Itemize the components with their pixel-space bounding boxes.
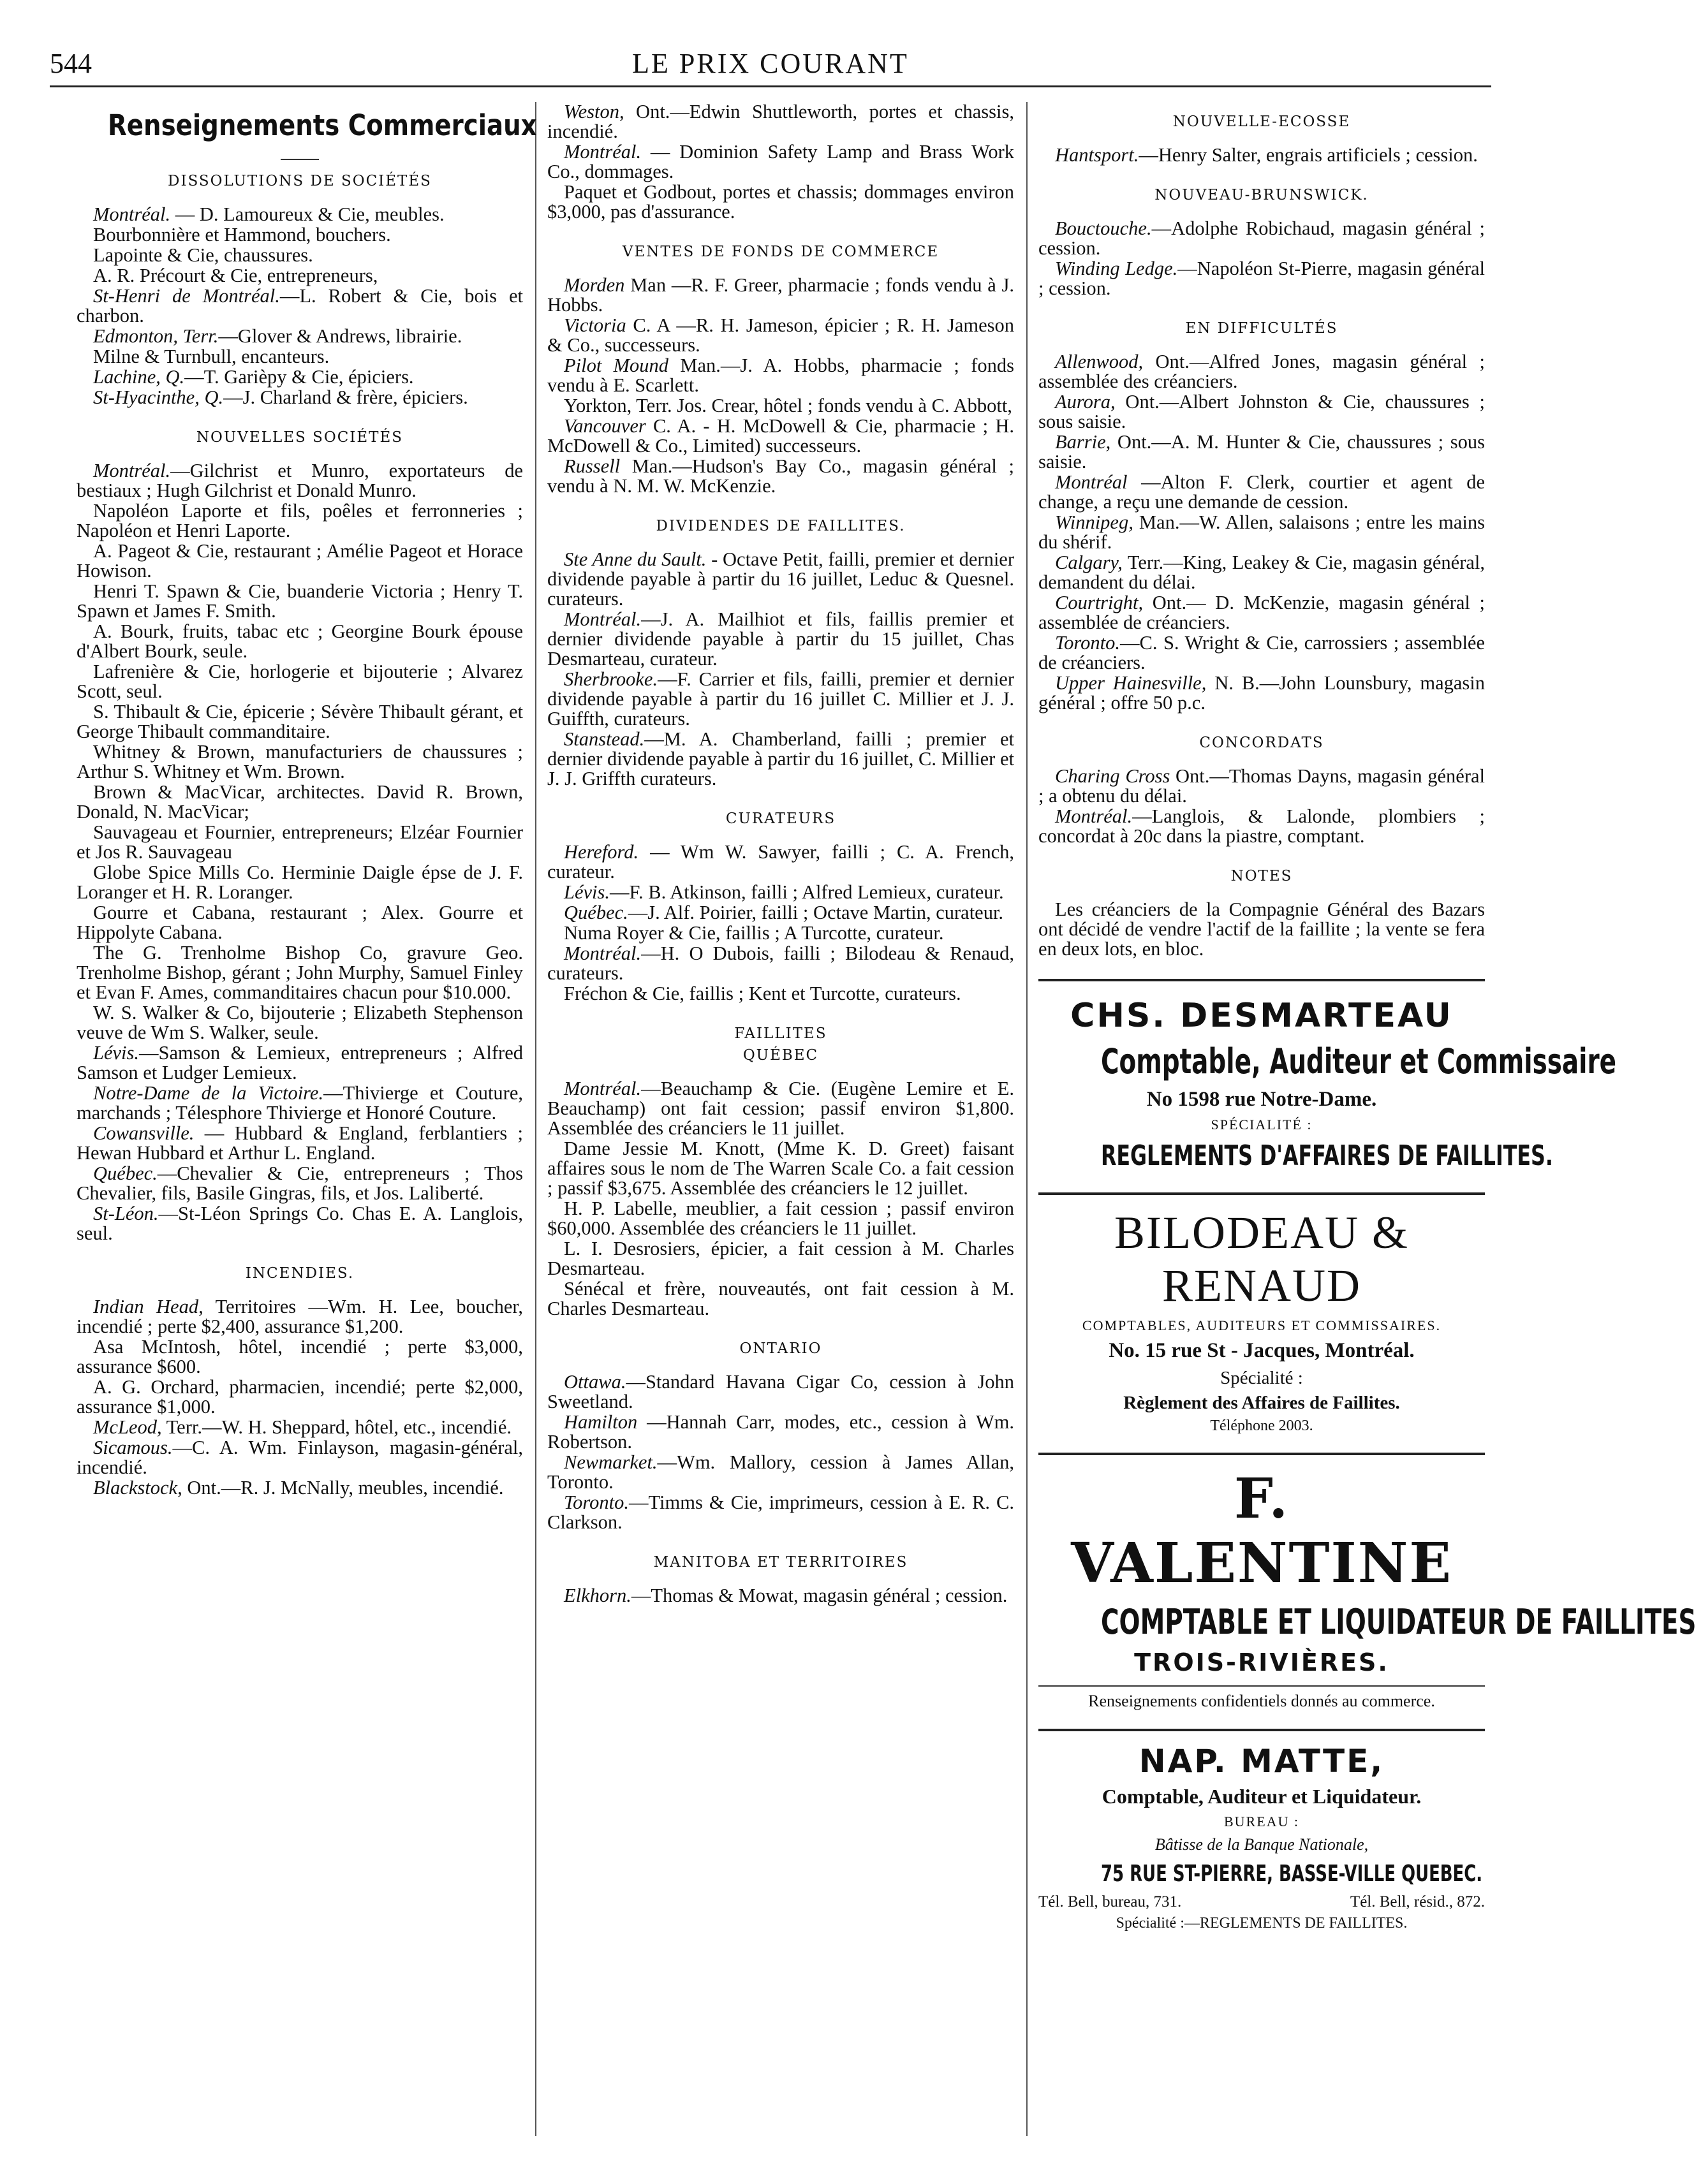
entry	[77, 326, 523, 346]
entry-text: Bourbonnière et Hammond, bouchers.	[93, 224, 391, 246]
entry	[1038, 766, 1485, 806]
entry	[547, 416, 1014, 456]
section-ontario	[547, 1372, 1014, 1532]
entry	[1038, 807, 1485, 846]
entry-place: Edmonton, Terr.	[93, 325, 219, 347]
entry-text: Lapointe & Cie, chaussures.	[93, 244, 313, 266]
entry	[547, 883, 1014, 902]
section-dividendes	[547, 550, 1014, 789]
entry-text: —L. Robert & Cie, bois et charbon.	[77, 285, 524, 326]
entry	[547, 610, 1014, 669]
entry-text: Dame Jessie M. Knott, (Mme K. D. Greet) faisant affaires sous le nom de The Warren Scale Co. a fait cession ; passif $3,675. Assemblée des créanciers le 12 juillet.	[547, 1138, 1014, 1199]
entry	[547, 670, 1014, 729]
entry-text: Lafrenière & Cie, horlogerie et bijouterie ; Alvarez Scott, seul.	[77, 661, 523, 702]
page-header	[50, 41, 1491, 87]
entry-text: Brown & MacVicar, architectes. David R. Brown, Donald, N. MacVicar;	[77, 781, 523, 823]
section-heading: DIVIDENDES DE FAILLITES.	[656, 518, 906, 534]
entry-place: Toronto.	[564, 1491, 629, 1513]
entry-text: Ont.—Edwin Shuttleworth, portes et chassis, incendié.	[547, 101, 1014, 142]
entry-text: —Henry Salter, engrais artificiels ; cession.	[1139, 144, 1478, 166]
entry	[1038, 513, 1485, 552]
entry-text: Ont.—A. M. Hunter & Cie, chaussures ; sous saisie.	[1038, 431, 1485, 473]
entry-place: Hereford.	[564, 841, 639, 863]
entry-place: Montréal.	[1055, 805, 1133, 827]
entry	[77, 461, 523, 501]
entry	[547, 984, 1014, 1004]
entry-text: Ont.— D. McKenzie, magasin général ; assemblée de créanciers.	[1038, 592, 1485, 633]
title-rule	[281, 159, 319, 160]
entry	[547, 842, 1014, 882]
entry	[547, 396, 1014, 416]
entry-place: Lachine, Q.	[93, 366, 185, 388]
entry	[77, 903, 523, 942]
column-divider-1	[535, 102, 536, 2136]
entry-text: W. S. Walker & Co, bijouterie ; Elizabeth Stephenson veuve de Wm S. Walker, seule.	[77, 1002, 523, 1043]
ad-desmarteau-name: CHS. DESMARTEAU	[1070, 997, 1453, 1035]
entry-text: Man.—W. Allen, salaisons ; entre les mains du shérif.	[1038, 511, 1485, 553]
entry-place: Charing Cross	[1055, 765, 1170, 787]
section-heading: MANITOBA ET TERRITOIRES	[653, 1554, 908, 1571]
section-heading: NOTES	[1230, 868, 1293, 884]
entry-text: H. P. Labelle, meublier, a fait cession ; passif environ $60,000. Assemblée des créanciers le 11 juillet.	[547, 1198, 1014, 1239]
entry-place: Blackstock,	[93, 1477, 182, 1499]
entry-text: —Gilchrist et Munro, exportateurs de bestiaux ; Hugh Gilchrist et Donald Munro.	[77, 460, 523, 501]
entry-text: Terr.—King, Leakey & Cie, magasin général, demandent du délai.	[1038, 552, 1485, 593]
entry-text: Terr.—W. H. Sheppard, hôtel, etc., incendié.	[161, 1416, 512, 1438]
entry	[547, 457, 1014, 496]
entry-place: Montréal.	[564, 141, 642, 163]
entry-text: —Beauchamp & Cie. (Eugène Lemire et E. Beauchamp) ont fait cession; passif environ $1,800. Assemblée des créanciers le 11 juillet.	[547, 1078, 1014, 1139]
ad-bilodeau-renaud	[1038, 1192, 1485, 1453]
entry	[77, 1337, 523, 1377]
entry-text: Fréchon & Cie, faillis ; Kent et Turcotte, curateurs.	[564, 983, 961, 1004]
journal-title: LE PRIX COURANT	[632, 47, 909, 79]
entry	[547, 142, 1014, 182]
section-manitoba	[547, 1586, 1014, 1606]
ad-matte-bureau: BUREAU :	[1223, 1814, 1300, 1829]
entry	[77, 823, 523, 862]
entry-text: — D. Lamoureux & Cie, meubles.	[170, 203, 445, 225]
entry-place: Vancouver	[564, 415, 646, 437]
entry-text: —H. O Dubois, failli ; Bilodeau & Renaud, curateurs.	[547, 942, 1014, 984]
entry-text: —Alton F. Clerk, courtier et agent de change, a reçu une demande de cession.	[1038, 471, 1485, 513]
entry-text: Globe Spice Mills Co. Herminie Daigle épse de J. F. Loranger et H. R. Loranger.	[77, 861, 523, 903]
entry-text: —Adolphe Robichaud, magasin général ; cession.	[1038, 217, 1485, 259]
entry-place: Hantsport.	[1055, 144, 1139, 166]
ad-valentine-title: COMPTABLE ET LIQUIDATEUR DE FAILLITES	[1101, 1602, 1696, 1642]
entry	[547, 182, 1014, 222]
entry-place: Ottawa.	[564, 1371, 626, 1393]
ad-desmarteau-title: Comptable, Auditeur et Commissaire	[1101, 1041, 1616, 1081]
entry-place: Ste Anne du Sault.	[564, 548, 707, 570]
section-incendies-continued	[547, 102, 1014, 222]
ad-matte-phone-home: Tél. Bell, résid., 872.	[1350, 1893, 1485, 1910]
entry	[77, 1377, 523, 1417]
ad-valentine	[1038, 1453, 1696, 1729]
entry	[547, 1372, 1014, 1412]
entry	[547, 1279, 1014, 1319]
ad-matte-phone-office: Tél. Bell, bureau, 731.	[1038, 1893, 1182, 1910]
entry-text: —C. A. Wm. Finlayson, magasin-général, incendié.	[77, 1437, 523, 1478]
entry-place: Montréal.	[93, 460, 171, 481]
entry-place: Weston,	[564, 101, 624, 122]
entry-text: —Thivierge et Couture, marchands ; Télesphore Thivierge et Honoré Couture.	[77, 1082, 524, 1124]
ad-matte-address: 75 RUE ST-PIERRE, BASSE-VILLE QUEBEC.	[1101, 1861, 1483, 1887]
entry	[77, 1297, 523, 1337]
entry-text: Numa Royer & Cie, faillis ; A Turcotte, curateur.	[564, 922, 944, 944]
entry-text: Man.—J. A. Hobbs, pharmacie ; fonds vendu à E. Scarlett.	[547, 355, 1014, 396]
section-heading: ONTARIO	[739, 1340, 822, 1357]
entry-place: Newmarket.	[564, 1451, 658, 1473]
entry-text: —Glover & Andrews, librairie.	[218, 325, 462, 347]
entry	[1038, 392, 1485, 432]
entry-place: Victoria	[564, 314, 626, 336]
entry-text: Ont.—Alfred Jones, magasin général ; assemblée des créanciers.	[1038, 351, 1485, 392]
entry	[77, 863, 523, 902]
ad-valentine-note: Renseignements confidentiels donnés au commerce.	[1088, 1692, 1435, 1710]
entry-text: — Hubbard & England, ferblantiers ; Hewan Hubbard et Arthur L. England.	[77, 1122, 523, 1164]
entry-text: Henri T. Spawn & Cie, buanderie Victoria ; Henry T. Spawn et James F. Smith.	[77, 580, 523, 622]
entry	[547, 923, 1014, 943]
entry	[77, 742, 523, 782]
section-incendies	[77, 1297, 523, 1498]
ad-bilodeau-name: BILODEAU & RENAUD	[1114, 1207, 1409, 1311]
entry-text: —F. Carrier et fils, failli, premier et dernier dividende payable à partir du 16 juillet C. Millier et J. J. Guiffth, curateurs.	[547, 668, 1014, 729]
ad-matte-building: Bâtisse de la Banque Nationale,	[1154, 1835, 1369, 1854]
section-heading: DISSOLUTIONS DE SOCIÉTÉS	[168, 173, 432, 189]
ad-bilodeau-specialty: Règlement des Affaires de Faillites.	[1123, 1393, 1400, 1413]
entry	[77, 1124, 523, 1163]
entry	[1038, 473, 1485, 512]
ad-valentine-name: F. VALENTINE	[1071, 1467, 1452, 1595]
entry-text: —F. B. Atkinson, failli ; Alfred Lemieux, curateur.	[610, 881, 1004, 903]
entry-text: Ont.—Albert Johnston & Cie, chaussures ; sous saisie.	[1038, 391, 1485, 432]
column-divider-2	[1026, 102, 1028, 2136]
entry-text: —Chevalier & Cie, entrepreneurs ; Thos Chevalier, fils, Basile Gingras, fils, et Jos. Laliberté.	[77, 1162, 523, 1204]
section-en-difficultes	[1038, 352, 1485, 713]
entry-text: Asa McIntosh, hôtel, incendié ; perte $3,000, assurance $600.	[77, 1336, 523, 1377]
entry	[77, 266, 523, 286]
entry-place: Bouctouche.	[1055, 217, 1152, 239]
section-concordats	[1038, 766, 1485, 846]
ad-bilodeau-specialite-label: Spécialité :	[1220, 1368, 1303, 1388]
entry	[547, 1493, 1014, 1532]
entry-place: Elkhorn.	[564, 1585, 631, 1606]
section-heading: NOUVELLES SOCIÉTÉS	[196, 429, 404, 446]
entry-text: —Napoléon St-Pierre, magasin général ; cession.	[1038, 258, 1485, 299]
entry-place: Montréal.	[564, 608, 642, 630]
entry-place: Notre-Dame de la Victoire.	[93, 1082, 324, 1104]
entry	[77, 541, 523, 581]
entry	[77, 662, 523, 701]
entry-text: —Timms & Cie, imprimeurs, cession à E. R. C. Clarkson.	[547, 1491, 1014, 1533]
ad-desmarteau-specialty: REGLEMENTS D'AFFAIRES DE FAILLITES.	[1101, 1140, 1553, 1172]
entry-text: Ont.—R. J. McNally, meubles, incendié.	[182, 1477, 504, 1499]
entry-text: Man —R. F. Greer, pharmacie ; fonds vendu à J. Hobbs.	[547, 274, 1014, 316]
entry	[1038, 145, 1485, 165]
entry-place: Winding Ledge.	[1055, 258, 1178, 279]
entry-place: Calgary,	[1055, 552, 1123, 573]
entry	[77, 1083, 523, 1123]
entry-text: —Thomas & Mowat, magasin général ; cession.	[631, 1585, 1008, 1606]
entry	[547, 1079, 1014, 1138]
section-nouveau-brunswick	[1038, 219, 1485, 298]
entry-place: St-Léon.	[93, 1203, 159, 1224]
entry	[77, 702, 523, 742]
entry-text: —Wm. Mallory, cession à James Allan, Toronto.	[547, 1451, 1014, 1493]
entry-text: S. Thibault & Cie, épicerie ; Sévère Thibault gérant, et George Thibault commanditaire.	[77, 701, 523, 742]
main-title: Renseignements Commerciaux	[108, 108, 537, 142]
entry	[547, 944, 1014, 983]
section-nouvelles-societes	[77, 461, 523, 1243]
section-faillites-quebec	[547, 1079, 1014, 1319]
entry-text: A. Bourk, fruits, tabac etc ; Georgine Bourk épouse d'Albert Bourk, seule.	[77, 620, 523, 662]
entry-text: A. R. Précourt & Cie, entrepreneurs,	[93, 265, 378, 286]
entry-place: St-Henri de Montréal.	[93, 285, 280, 307]
entry-place: Upper Hainesville,	[1055, 672, 1207, 694]
entry-text: Gourre et Cabana, restaurant ; Alex. Gourre et Hippolyte Cabana.	[77, 902, 523, 943]
entry	[77, 1164, 523, 1203]
entry-place: McLeod,	[93, 1416, 162, 1438]
entry	[77, 622, 523, 661]
entry-place: Sherbrooke.	[564, 668, 658, 690]
entry	[77, 286, 523, 326]
entry-text: C. A —R. H. Jameson, épicier ; R. H. Jameson & Co., successeurs.	[547, 314, 1014, 356]
section-heading: INCENDIES.	[245, 1265, 355, 1282]
entry-text: The G. Trenholme Bishop Co, gravure Geo. Trenholme Bishop, gérant ; John Murphy, Samuel Finley et Evan F. Ames, commanditaires chacun pour $10.000.	[77, 942, 523, 1003]
ad-valentine-city: TROIS-RIVIÈRES.	[1134, 1648, 1389, 1676]
entry	[1038, 633, 1485, 673]
ad-bilodeau-title: COMPTABLES, AUDITEURS ET COMMISSAIRES.	[1082, 1317, 1442, 1333]
entry-place: Montréal.	[93, 203, 171, 225]
entry-text: Paquet et Godbout, portes et chassis; dommages environ $3,000, pas d'assurance.	[547, 181, 1014, 223]
entry-place: Pilot Mound	[564, 355, 669, 376]
entry-text: —J. A. Mailhiot et fils, faillis premier et dernier dividende payable à partir du 15 juillet, Chas Desmarteau, curateur.	[547, 608, 1014, 670]
entry	[547, 1412, 1014, 1452]
entry	[547, 903, 1014, 923]
section-heading: NOUVEAU-BRUNSWICK.	[1154, 187, 1369, 203]
entry	[547, 102, 1014, 142]
entry-place: Courtright,	[1055, 592, 1144, 613]
entry-text: —C. S. Wright & Cie, carrossiers ; assemblée de créanciers.	[1038, 632, 1485, 673]
entry-text: - Octave Petit, failli, premier et dernier dividende payable à partir du 16 juillet, Leduc & Quesnel. curateurs.	[547, 548, 1014, 610]
entry-place: Stanstead.	[564, 728, 645, 750]
section-heading: FAILLITES	[734, 1025, 827, 1042]
entry-place: Russell	[564, 455, 621, 477]
entry-text: —St-Léon Springs Co. Chas E. A. Langlois, seul.	[77, 1203, 523, 1244]
entry-place: Québec.	[93, 1162, 158, 1184]
entry	[1038, 673, 1485, 713]
entry-place: Winnipeg,	[1055, 511, 1133, 533]
entry	[77, 367, 523, 387]
entry-text: Whitney & Brown, manufacturiers de chaussures ; Arthur S. Whitney et Wm. Brown.	[77, 741, 523, 782]
entry-text: L. I. Desrosiers, épicier, a fait cession à M. Charles Desmarteau.	[547, 1238, 1014, 1279]
entry-text: —J. Alf. Poirier, failli ; Octave Martin, curateur.	[628, 902, 1004, 923]
entry	[547, 1139, 1014, 1198]
entry-text: —T. Garièpy & Cie, épiciers.	[184, 366, 414, 388]
entry	[77, 1204, 523, 1243]
entry	[77, 225, 523, 245]
column-1	[77, 102, 537, 2162]
section-ventes	[547, 275, 1014, 496]
entry	[1038, 900, 1485, 959]
entry	[77, 1043, 523, 1083]
entry	[547, 1453, 1014, 1492]
ad-bilodeau-address: No. 15 rue St - Jacques, Montréal.	[1109, 1339, 1415, 1362]
ad-bilodeau-phone: Téléphone 2003.	[1210, 1418, 1313, 1434]
column-2	[547, 102, 1014, 2162]
entry	[77, 582, 523, 621]
entry	[77, 1418, 523, 1437]
entry	[77, 205, 523, 224]
entry-place: Sicamous.	[93, 1437, 173, 1458]
entry-text: Ont.—Thomas Dayns, magasin général ; a obtenu du délai.	[1038, 765, 1485, 807]
entry	[77, 782, 523, 822]
entry	[77, 347, 523, 367]
entry	[547, 1239, 1014, 1279]
ad-matte-specialty: Spécialité :—REGLEMENTS DE FAILLITES.	[1116, 1915, 1408, 1931]
section-curateurs	[547, 842, 1014, 1004]
entry-text: Territoires —Wm. H. Lee, boucher, incendié ; perte $2,400, assurance $1,200.	[77, 1296, 523, 1337]
ad-matte-name: NAP. MATTE,	[1139, 1743, 1385, 1780]
entry	[77, 501, 523, 541]
section-heading: VENTES DE FONDS DE COMMERCE	[622, 244, 940, 260]
section-heading: CONCORDATS	[1199, 735, 1324, 751]
entry-text: Sauvageau et Fournier, entrepreneurs; Elzéar Fournier et Jos R. Sauvageau	[77, 821, 523, 863]
entry-text: —J. Charland & frère, épiciers.	[223, 386, 468, 408]
entry-place: Toronto.	[1055, 632, 1120, 654]
entry-place: Montréal.	[564, 942, 642, 964]
entry-text: Milne & Turnbull, encanteurs.	[93, 346, 330, 367]
entry	[77, 1478, 523, 1498]
entry-text: Les créanciers de la Compagnie Général des Bazars ont décidé de vendre l'actif de la faillite ; la vente se fera en deux lots, en bloc.	[1038, 898, 1485, 960]
entry	[77, 1438, 523, 1477]
entry-text: A. G. Orchard, pharmacien, incendié; perte $2,000, assurance $1,000.	[77, 1376, 523, 1418]
entry-text: —Standard Havana Cigar Co, cession à John Sweetland.	[547, 1371, 1014, 1412]
entry-text: —M. A. Chamberland, failli ; premier et dernier dividende payable à partir du 16 juillet, C. Millier et J. J. Griffth curateurs.	[547, 728, 1014, 789]
entry-text: —Hannah Carr, modes, etc., cession à Wm. Robertson.	[547, 1411, 1014, 1453]
entry-place: Québec.	[564, 902, 628, 923]
section-heading: NOUVELLE-ECOSSE	[1172, 114, 1351, 130]
ad-matte-phones	[1038, 1893, 1485, 1911]
column-3	[1038, 102, 1696, 2162]
entry	[77, 246, 523, 265]
entry	[1038, 352, 1485, 392]
entry-text: Napoléon Laporte et fils, poêles et ferronneries ; Napoléon et Henri Laporte.	[77, 500, 523, 541]
entry-place: Lévis.	[93, 1042, 140, 1064]
entry-place: Indian Head,	[93, 1296, 203, 1317]
ad-matte-title: Comptable, Auditeur et Liquidateur.	[1102, 1785, 1422, 1808]
entry-text: — Wm W. Sawyer, failli ; C. A. French, curateur.	[547, 841, 1014, 883]
entry	[1038, 259, 1485, 298]
entry-text: — Dominion Safety Lamp and Brass Work Co., dommages.	[547, 141, 1014, 182]
ad-desmarteau-specialite-label: SPÉCIALITÉ :	[1211, 1117, 1313, 1132]
entry-place: Montréal.	[564, 1078, 642, 1099]
entry-place: St-Hyacinthe, Q.	[93, 386, 224, 408]
entry-text: —Langlois, & Lalonde, plombiers ; concordat à 20c dans la piastre, comptant.	[1038, 805, 1485, 847]
entry-text: —Samson & Lemieux, entrepreneurs ; Alfred Samson et Ludger Lemieux.	[77, 1042, 523, 1083]
section-dissolutions	[77, 205, 523, 407]
entry-place: Lévis.	[564, 881, 610, 903]
section-heading: EN DIFFICULTÉS	[1185, 320, 1338, 337]
entry	[1038, 553, 1485, 592]
entry-text: Man.—Hudson's Bay Co., magasin général ; vendu à N. M. W. McKenzie.	[547, 455, 1014, 497]
entry-place: Barrie,	[1055, 431, 1111, 453]
entry-place: Cowansville.	[93, 1122, 195, 1144]
entry	[547, 316, 1014, 355]
entry-place: Morden	[564, 274, 625, 296]
entry	[547, 356, 1014, 395]
entry	[547, 1199, 1014, 1238]
entry-place: Hamilton	[564, 1411, 638, 1433]
section-subheading: QUÉBEC	[742, 1047, 819, 1064]
entry-place: Aurora,	[1055, 391, 1116, 413]
entry	[547, 1586, 1014, 1606]
ad-desmarteau	[1038, 979, 1616, 1192]
entry	[77, 943, 523, 1002]
entry	[1038, 593, 1485, 633]
entry	[1038, 432, 1485, 472]
entry	[547, 275, 1014, 315]
ad-matte	[1038, 1729, 1485, 1950]
section-nouvelle-ecosse	[1038, 145, 1485, 165]
section-heading: CURATEURS	[725, 810, 836, 827]
entry-text: A. Pageot & Cie, restaurant ; Amélie Pageot et Horace Howison.	[77, 540, 523, 582]
entry	[547, 729, 1014, 789]
entry	[1038, 219, 1485, 258]
entry-text: Yorkton, Terr. Jos. Crear, hôtel ; fonds vendu à C. Abbott,	[564, 395, 1012, 416]
entry-text: N. B.—John Lounsbury, magasin général ; offre 50 p.c.	[1038, 672, 1486, 714]
entry-place: Allenwood,	[1055, 351, 1144, 372]
entry	[77, 1003, 523, 1043]
section-notes	[1038, 900, 1485, 959]
ad-desmarteau-address: No 1598 rue Notre-Dame.	[1146, 1088, 1377, 1111]
page-number: 544	[50, 47, 92, 79]
entry	[77, 388, 523, 407]
entry-place: Montréal	[1055, 471, 1128, 493]
entry	[547, 550, 1014, 609]
entry-text: Sénécal et frère, nouveautés, ont fait cession à M. Charles Desmarteau.	[547, 1278, 1014, 1319]
entry-text: C. A. - H. McDowell & Cie, pharmacie ; H. McDowell & Co., Limited) successeurs.	[547, 415, 1014, 457]
